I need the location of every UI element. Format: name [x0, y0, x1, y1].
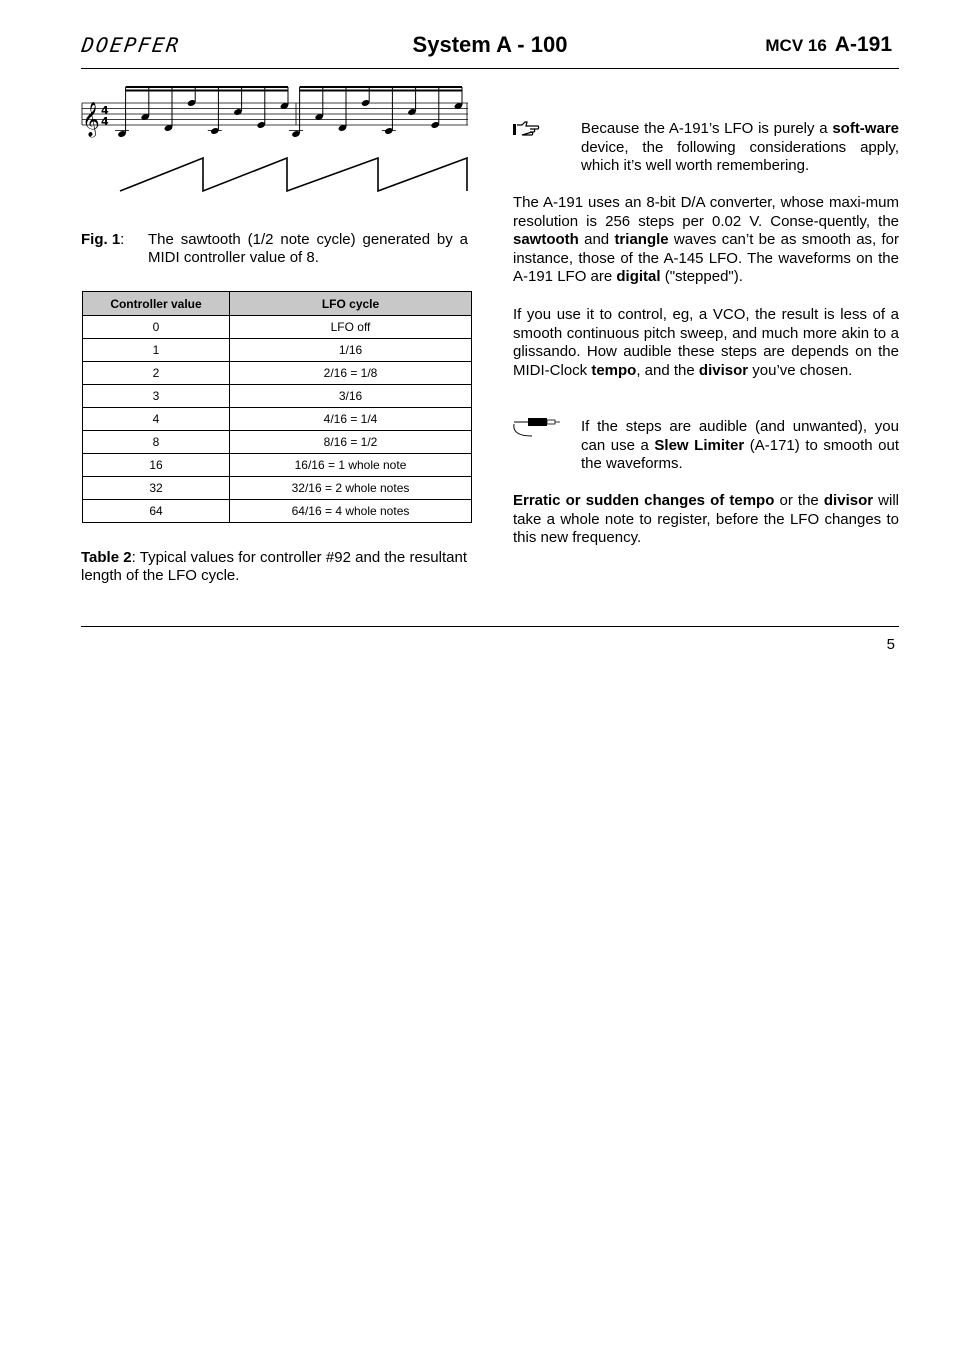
table-cell: 64/16 = 4 whole notes: [230, 500, 472, 523]
table-caption: Table 2: Typical values for controller #92 and the resultant length of the LFO cycle.: [81, 549, 467, 584]
table-cell: 8: [83, 431, 230, 454]
table-header-row: [83, 292, 472, 316]
table-cell: 16: [83, 454, 230, 477]
table-cell: 1: [83, 339, 230, 362]
module-id: A-191: [834, 33, 892, 56]
table-cell: 3: [83, 385, 230, 408]
table-cell: 8/16 = 1/2: [230, 431, 472, 454]
slew-limiter-note: If the steps are audible (and unwanted), you can use a Slew Limiter (A-171) to smooth out the waveforms.: [581, 418, 899, 472]
time-signature-top: 4: [101, 104, 109, 117]
table-cell: 64: [83, 500, 230, 523]
resolution-paragraph: The A-191 uses an 8-bit D/A converter, whose maxi-mum resolution is 256 steps per 0.02 V. Conse-quently, the sawtooth and triangle waves can’t be as smooth as, for instance, those of the A-145 LFO. The waveforms on the A-191 LFO are digital ("stepped").: [513, 194, 899, 285]
footer-rule: [81, 626, 899, 627]
sawtooth-figure: [80, 84, 472, 199]
table-cell: 2: [83, 362, 230, 385]
patch-cable-icon: [512, 416, 562, 438]
table-cell: LFO off: [230, 316, 472, 339]
table-row: [83, 454, 472, 477]
table-cell: 16/16 = 1 whole note: [230, 454, 472, 477]
table-row: [83, 316, 472, 339]
glissando-paragraph: If you use it to control, eg, a VCO, the result is less of a smooth continuous pitch sweep, and much more akin to a glissando. How audible these steps are depends on the MIDI-Clock tempo, and the divisor you’ve chosen.: [513, 306, 899, 379]
figure-caption: The sawtooth (1/2 note cycle) generated by a MIDI controller value of 8.: [148, 231, 468, 266]
table-row: [83, 500, 472, 523]
table-row: [83, 477, 472, 500]
table-row: [83, 362, 472, 385]
doepfer-logo: DOEPFER: [80, 33, 182, 57]
module-header: [765, 33, 892, 57]
header-rule: [81, 68, 899, 69]
time-signature-bottom: 4: [101, 115, 109, 128]
column-header: LFO cycle: [230, 292, 472, 316]
column-header: Controller value: [83, 292, 230, 316]
treble-clef-icon: 𝄞: [82, 102, 100, 137]
page-title: System A - 100: [412, 32, 568, 57]
table-cell: 32/16 = 2 whole notes: [230, 477, 472, 500]
table-cell: 32: [83, 477, 230, 500]
pointing-hand-icon: [512, 120, 544, 138]
software-note: Because the A-191’s LFO is purely a soft-ware device, the following considerations apply, which it’s well worth remembering.: [581, 120, 899, 174]
table-cell: 0: [83, 316, 230, 339]
table-cell: 2/16 = 1/8: [230, 362, 472, 385]
controller-table: [82, 291, 472, 523]
tempo-change-paragraph: Erratic or sudden changes of tempo or the divisor will take a whole note to register, before the LFO changes to this new frequency.: [513, 492, 900, 546]
figure-label: Fig. 1:: [81, 231, 125, 248]
module-code: MCV 16: [765, 36, 827, 55]
table-cell: 4: [83, 408, 230, 431]
table-cell: 3/16: [230, 385, 472, 408]
table-cell: 4/16 = 1/4: [230, 408, 472, 431]
table-row: [83, 339, 472, 362]
table-row: [83, 408, 472, 431]
table-row: [83, 431, 472, 454]
table-row: [83, 385, 472, 408]
table-cell: 1/16: [230, 339, 472, 362]
page-number: 5: [886, 636, 895, 653]
sawtooth-wave: [120, 158, 467, 191]
sixteenth-notes: [115, 87, 463, 138]
